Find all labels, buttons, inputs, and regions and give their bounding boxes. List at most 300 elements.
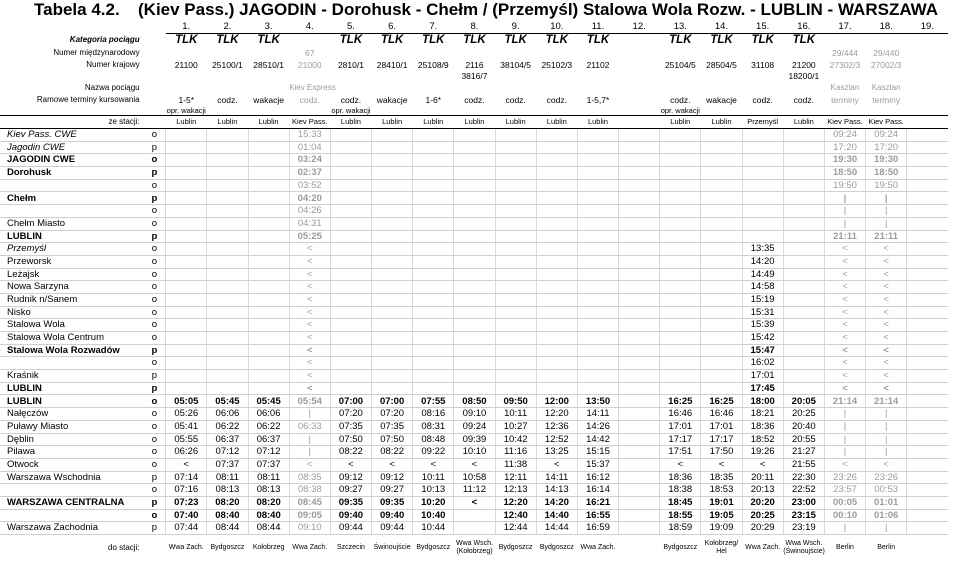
departure-time: [248, 332, 289, 345]
station-name: Kraśnik: [0, 370, 144, 383]
departure-time: 03:24: [289, 154, 330, 167]
departure-time: [907, 217, 948, 230]
train-category: TLK: [792, 33, 816, 46]
departure-time: [166, 344, 207, 357]
arr-dep-marker: o: [144, 217, 166, 230]
departure-time: [536, 217, 577, 230]
train-name: Kasztan: [830, 83, 860, 92]
departure-time: [907, 281, 948, 294]
departure-time: [372, 382, 413, 395]
departure-time: [577, 382, 618, 395]
national-number: 27302/3: [829, 59, 861, 70]
departure-time: [413, 141, 454, 154]
departure-time: 21:55: [783, 458, 824, 471]
departure-time: 10:44: [413, 522, 454, 535]
train-category: TLK: [422, 33, 445, 46]
destination-row: [0, 535, 948, 562]
departure-time: [330, 141, 371, 154]
departure-time: [907, 433, 948, 446]
departure-time: 13:35: [742, 243, 783, 256]
running-terms: 1-6*: [425, 94, 442, 105]
train-category: TLK: [504, 33, 527, 46]
spacer-cell: [144, 47, 166, 59]
train-name-label: Nazwa pociągu: [84, 83, 140, 92]
train-name: [413, 82, 454, 94]
departure-time: 21:14: [824, 395, 865, 408]
station-row: [0, 243, 948, 256]
national-number: 38104/5: [500, 59, 531, 70]
station-row: [0, 179, 948, 192]
corner-cell: [0, 21, 144, 34]
national-number-row-2: [0, 71, 948, 82]
train-name: [783, 82, 824, 94]
departure-time: [413, 129, 454, 142]
departure-time: 08:35: [289, 471, 330, 484]
departure-time: [577, 357, 618, 370]
departure-time: [536, 293, 577, 306]
departure-time: 07:35: [372, 420, 413, 433]
running-terms-note: [619, 106, 660, 116]
departure-time: 20:25: [742, 509, 783, 522]
origin-station: Kiev Pass.: [866, 116, 907, 129]
departure-time: 19:30: [824, 154, 865, 167]
departure-time: 16:46: [660, 408, 701, 421]
departure-time: [577, 306, 618, 319]
origin-station: Lublin: [577, 116, 618, 129]
departure-time: [660, 255, 701, 268]
departure-time: 00:10: [824, 509, 865, 522]
departure-time: [783, 255, 824, 268]
column-number: 9.: [495, 21, 536, 34]
station-row: [0, 154, 948, 167]
spacer-cell: [144, 59, 166, 71]
national-number: 25104/5: [664, 59, 696, 70]
departure-time: [413, 332, 454, 345]
departure-time: 12:36: [536, 420, 577, 433]
departure-time: 09:50: [495, 395, 536, 408]
intl-number: [454, 47, 495, 59]
spacer-cell: [0, 106, 144, 116]
departure-time: 10:10: [454, 446, 495, 459]
departure-time: 17:50: [701, 446, 742, 459]
intl-number: [207, 47, 248, 59]
destination-station: Kołobrzeg/ Hel: [701, 535, 742, 562]
departure-time: [907, 522, 948, 535]
departure-time: [454, 306, 495, 319]
departure-time: [207, 154, 248, 167]
departure-time: <: [866, 281, 907, 294]
departure-time: [907, 509, 948, 522]
departure-time: [372, 179, 413, 192]
arr-dep-marker: p: [144, 522, 166, 535]
station-name: Chełm Miasto: [0, 217, 144, 230]
arr-dep-marker: p: [144, 471, 166, 484]
corner-cell: [144, 21, 166, 34]
departure-time: [454, 167, 495, 180]
departure-time: [660, 306, 701, 319]
running-terms: [619, 94, 660, 106]
station-row: [0, 129, 948, 142]
departure-time: [372, 319, 413, 332]
origin-station: Lublin: [330, 116, 371, 129]
departure-time: 06:22: [207, 420, 248, 433]
departure-time: 14:20: [742, 255, 783, 268]
departure-time: [166, 357, 207, 370]
station-name: Stalowa Wola: [0, 319, 144, 332]
departure-time: [248, 230, 289, 243]
departure-time: [619, 484, 660, 497]
departure-time: 12:52: [536, 433, 577, 446]
departure-time: [495, 332, 536, 345]
arr-dep-marker: o: [144, 179, 166, 192]
departure-time: <: [289, 243, 330, 256]
departure-time: [742, 154, 783, 167]
running-terms: codz.: [505, 94, 526, 105]
departure-time: <: [824, 268, 865, 281]
departure-time: |: [866, 217, 907, 230]
departure-time: 17:01: [701, 420, 742, 433]
departure-time: [701, 319, 742, 332]
column-number: 18.: [866, 21, 907, 34]
departure-time: 07:14: [166, 471, 207, 484]
departure-time: [413, 192, 454, 205]
station-name: [0, 357, 144, 370]
departure-time: |: [866, 522, 907, 535]
station-row: [0, 395, 948, 408]
intl-number: [783, 47, 824, 59]
departure-time: [207, 306, 248, 319]
running-terms-row-2: [0, 106, 948, 116]
spacer-cell: [144, 71, 166, 82]
departure-time: 14:42: [577, 433, 618, 446]
departure-time: 07:16: [166, 484, 207, 497]
intl-number: [701, 47, 742, 59]
national-number-2: [248, 71, 289, 82]
column-number: 14.: [701, 21, 742, 34]
departure-time: [619, 167, 660, 180]
departure-time: <: [372, 458, 413, 471]
departure-time: 14:40: [536, 509, 577, 522]
station-row: [0, 357, 948, 370]
station-name: LUBLIN: [0, 230, 144, 243]
arr-dep-marker: o: [144, 306, 166, 319]
departure-time: [248, 319, 289, 332]
departure-time: [536, 306, 577, 319]
station-name: [0, 509, 144, 522]
train-category: [824, 34, 865, 48]
running-terms: codz.: [752, 94, 773, 105]
departure-time: [495, 370, 536, 383]
departure-time: 07:44: [166, 522, 207, 535]
station-row: [0, 509, 948, 522]
departure-time: [166, 332, 207, 345]
departure-time: 04:31: [289, 217, 330, 230]
column-number: 16.: [783, 21, 824, 34]
departure-time: 23:19: [783, 522, 824, 535]
departure-time: 16:21: [577, 496, 618, 509]
departure-time: [783, 230, 824, 243]
running-terms-note: [248, 106, 289, 116]
destination-station: Szczecin: [330, 535, 371, 562]
departure-time: 11:38: [495, 458, 536, 471]
departure-time: [660, 129, 701, 142]
departure-time: 18:50: [824, 167, 865, 180]
station-name: Nisko: [0, 306, 144, 319]
departure-time: [907, 167, 948, 180]
departure-time: [413, 179, 454, 192]
station-row: [0, 205, 948, 218]
arr-dep-marker: o: [144, 433, 166, 446]
departure-time: [783, 179, 824, 192]
departure-time: 18:53: [701, 484, 742, 497]
departure-time: [454, 268, 495, 281]
departure-time: [701, 167, 742, 180]
departure-time: 06:22: [248, 420, 289, 433]
departure-time: [207, 255, 248, 268]
departure-time: 23:57: [824, 484, 865, 497]
destination-station: Berlin: [824, 535, 865, 562]
departure-time: 08:40: [248, 509, 289, 522]
departure-time: [330, 370, 371, 383]
category-label: Kategoria pociągu: [69, 35, 140, 45]
departure-time: <: [824, 255, 865, 268]
departure-time: [330, 192, 371, 205]
train-category: TLK: [463, 33, 486, 46]
train-category: TLK: [380, 33, 404, 46]
origin-station: Przemyśl: [742, 116, 783, 129]
departure-time: [907, 370, 948, 383]
departure-time: 08:44: [207, 522, 248, 535]
departure-time: [454, 205, 495, 218]
departure-time: [619, 370, 660, 383]
departure-time: [207, 205, 248, 218]
departure-time: <: [166, 458, 207, 471]
departure-time: 09:39: [454, 433, 495, 446]
running-terms-note: [289, 106, 330, 116]
departure-time: [330, 357, 371, 370]
departure-time: [166, 255, 207, 268]
departure-time: [207, 382, 248, 395]
departure-time: 06:06: [248, 408, 289, 421]
departure-time: [536, 382, 577, 395]
running-terms: 1-5,7*: [586, 94, 610, 105]
departure-time: 21:11: [824, 230, 865, 243]
departure-time: [577, 129, 618, 142]
departure-time: [701, 332, 742, 345]
departure-time: <: [289, 458, 330, 471]
destination-label: do stacji:: [0, 535, 144, 562]
departure-time: [207, 192, 248, 205]
departure-time: [783, 268, 824, 281]
arr-dep-marker: p: [144, 141, 166, 154]
departure-time: <: [824, 306, 865, 319]
arr-dep-marker: o: [144, 446, 166, 459]
station-name: JAGODIN CWE: [0, 154, 144, 167]
departure-time: [536, 230, 577, 243]
departure-time: [454, 154, 495, 167]
departure-time: [577, 205, 618, 218]
departure-time: [907, 192, 948, 205]
departure-time: [248, 167, 289, 180]
departure-time: [783, 154, 824, 167]
departure-time: 17:45: [742, 382, 783, 395]
departure-time: [701, 382, 742, 395]
destination-station: Kołobrzeg: [248, 535, 289, 562]
departure-time: 10:40: [413, 509, 454, 522]
intl-number: [248, 47, 289, 59]
departure-time: <: [866, 332, 907, 345]
departure-time: [207, 129, 248, 142]
departure-time: [619, 154, 660, 167]
station-row: [0, 344, 948, 357]
departure-time: [619, 230, 660, 243]
departure-time: 08:13: [248, 484, 289, 497]
departure-time: [783, 357, 824, 370]
departure-time: <: [454, 496, 495, 509]
departure-time: [742, 167, 783, 180]
departure-time: [207, 357, 248, 370]
intl-number: [330, 47, 371, 59]
departure-time: [701, 357, 742, 370]
departure-time: [660, 205, 701, 218]
category-row: [0, 34, 948, 48]
destination-station: Wwa Zach.: [742, 535, 783, 562]
departure-time: 19:01: [701, 496, 742, 509]
departure-time: [783, 167, 824, 180]
departure-time: <: [289, 319, 330, 332]
departure-time: [495, 230, 536, 243]
departure-time: 09:35: [330, 496, 371, 509]
departure-time: 08:40: [207, 509, 248, 522]
running-terms-label: Ramowe terminy kursowania: [36, 95, 140, 104]
column-number: 5.: [330, 21, 371, 34]
departure-time: |: [866, 205, 907, 218]
departure-time: 20:11: [742, 471, 783, 484]
arr-dep-marker: o: [144, 205, 166, 218]
departure-time: <: [289, 370, 330, 383]
national-number-2: [372, 71, 413, 82]
origin-station: Lublin: [701, 116, 742, 129]
departure-time: [619, 192, 660, 205]
departure-time: [372, 154, 413, 167]
running-terms-note: [866, 106, 907, 116]
departure-time: 14:26: [577, 420, 618, 433]
departure-time: 07:50: [330, 433, 371, 446]
departure-time: 05:45: [207, 395, 248, 408]
departure-time: [701, 179, 742, 192]
national-number-2: [207, 71, 248, 82]
column-number-row: [0, 21, 948, 34]
departure-time: [907, 293, 948, 306]
train-name: [166, 82, 207, 94]
destination-station: Bydgoszcz: [660, 535, 701, 562]
departure-time: [701, 255, 742, 268]
departure-time: |: [824, 408, 865, 421]
departure-time: <: [824, 370, 865, 383]
departure-time: <: [289, 306, 330, 319]
departure-time: [701, 217, 742, 230]
departure-time: 12:40: [495, 509, 536, 522]
departure-time: [619, 243, 660, 256]
train-name: [907, 82, 948, 94]
departure-time: 20:55: [783, 433, 824, 446]
departure-time: 16:14: [577, 484, 618, 497]
departure-time: [783, 293, 824, 306]
departure-time: 00:53: [866, 484, 907, 497]
departure-time: [701, 230, 742, 243]
train-category: TLK: [175, 33, 198, 46]
departure-time: [907, 205, 948, 218]
departure-time: [207, 370, 248, 383]
intl-number: [536, 47, 577, 59]
departure-time: 07:23: [166, 496, 207, 509]
departure-time: [577, 154, 618, 167]
origin-station: Lublin: [372, 116, 413, 129]
train-name: [577, 82, 618, 94]
spacer-cell: [144, 94, 166, 106]
departure-time: <: [824, 332, 865, 345]
station-row: [0, 496, 948, 509]
departure-time: [577, 192, 618, 205]
departure-time: [166, 230, 207, 243]
departure-time: 01:01: [866, 496, 907, 509]
departure-time: [454, 293, 495, 306]
departure-time: [907, 484, 948, 497]
departure-time: 06:37: [207, 433, 248, 446]
departure-time: [248, 370, 289, 383]
departure-time: [413, 344, 454, 357]
departure-time: 18:35: [701, 471, 742, 484]
station-row: [0, 192, 948, 205]
departure-time: [577, 293, 618, 306]
departure-time: [619, 319, 660, 332]
train-category: [619, 34, 660, 48]
departure-time: [783, 192, 824, 205]
departure-time: [248, 382, 289, 395]
departure-time: [166, 281, 207, 294]
spacer-cell: [144, 106, 166, 116]
departure-time: [207, 319, 248, 332]
departure-time: [413, 357, 454, 370]
departure-time: 18:52: [742, 433, 783, 446]
column-number: 13.: [660, 21, 701, 34]
departure-time: <: [824, 382, 865, 395]
departure-time: [660, 243, 701, 256]
column-number: 8.: [454, 21, 495, 34]
departure-time: 08:22: [330, 446, 371, 459]
departure-time: 21:27: [783, 446, 824, 459]
departure-time: [330, 167, 371, 180]
running-terms-note: [577, 106, 618, 116]
departure-time: [907, 129, 948, 142]
departure-time: <: [824, 281, 865, 294]
train-name: [372, 82, 413, 94]
origin-station: Lublin: [495, 116, 536, 129]
arr-dep-marker: o: [144, 243, 166, 256]
departure-time: 09:40: [330, 509, 371, 522]
national-number: 28504/5: [706, 59, 737, 70]
destination-station: Wwa Zach.: [166, 535, 207, 562]
departure-time: 07:37: [207, 458, 248, 471]
departure-time: [660, 357, 701, 370]
departure-time: [207, 167, 248, 180]
departure-time: [166, 129, 207, 142]
departure-time: 06:26: [166, 446, 207, 459]
departure-time: 09:44: [372, 522, 413, 535]
national-number-2: [660, 71, 701, 82]
departure-time: 07:55: [413, 395, 454, 408]
station-name: Kiev Pass. CWE: [0, 129, 144, 142]
